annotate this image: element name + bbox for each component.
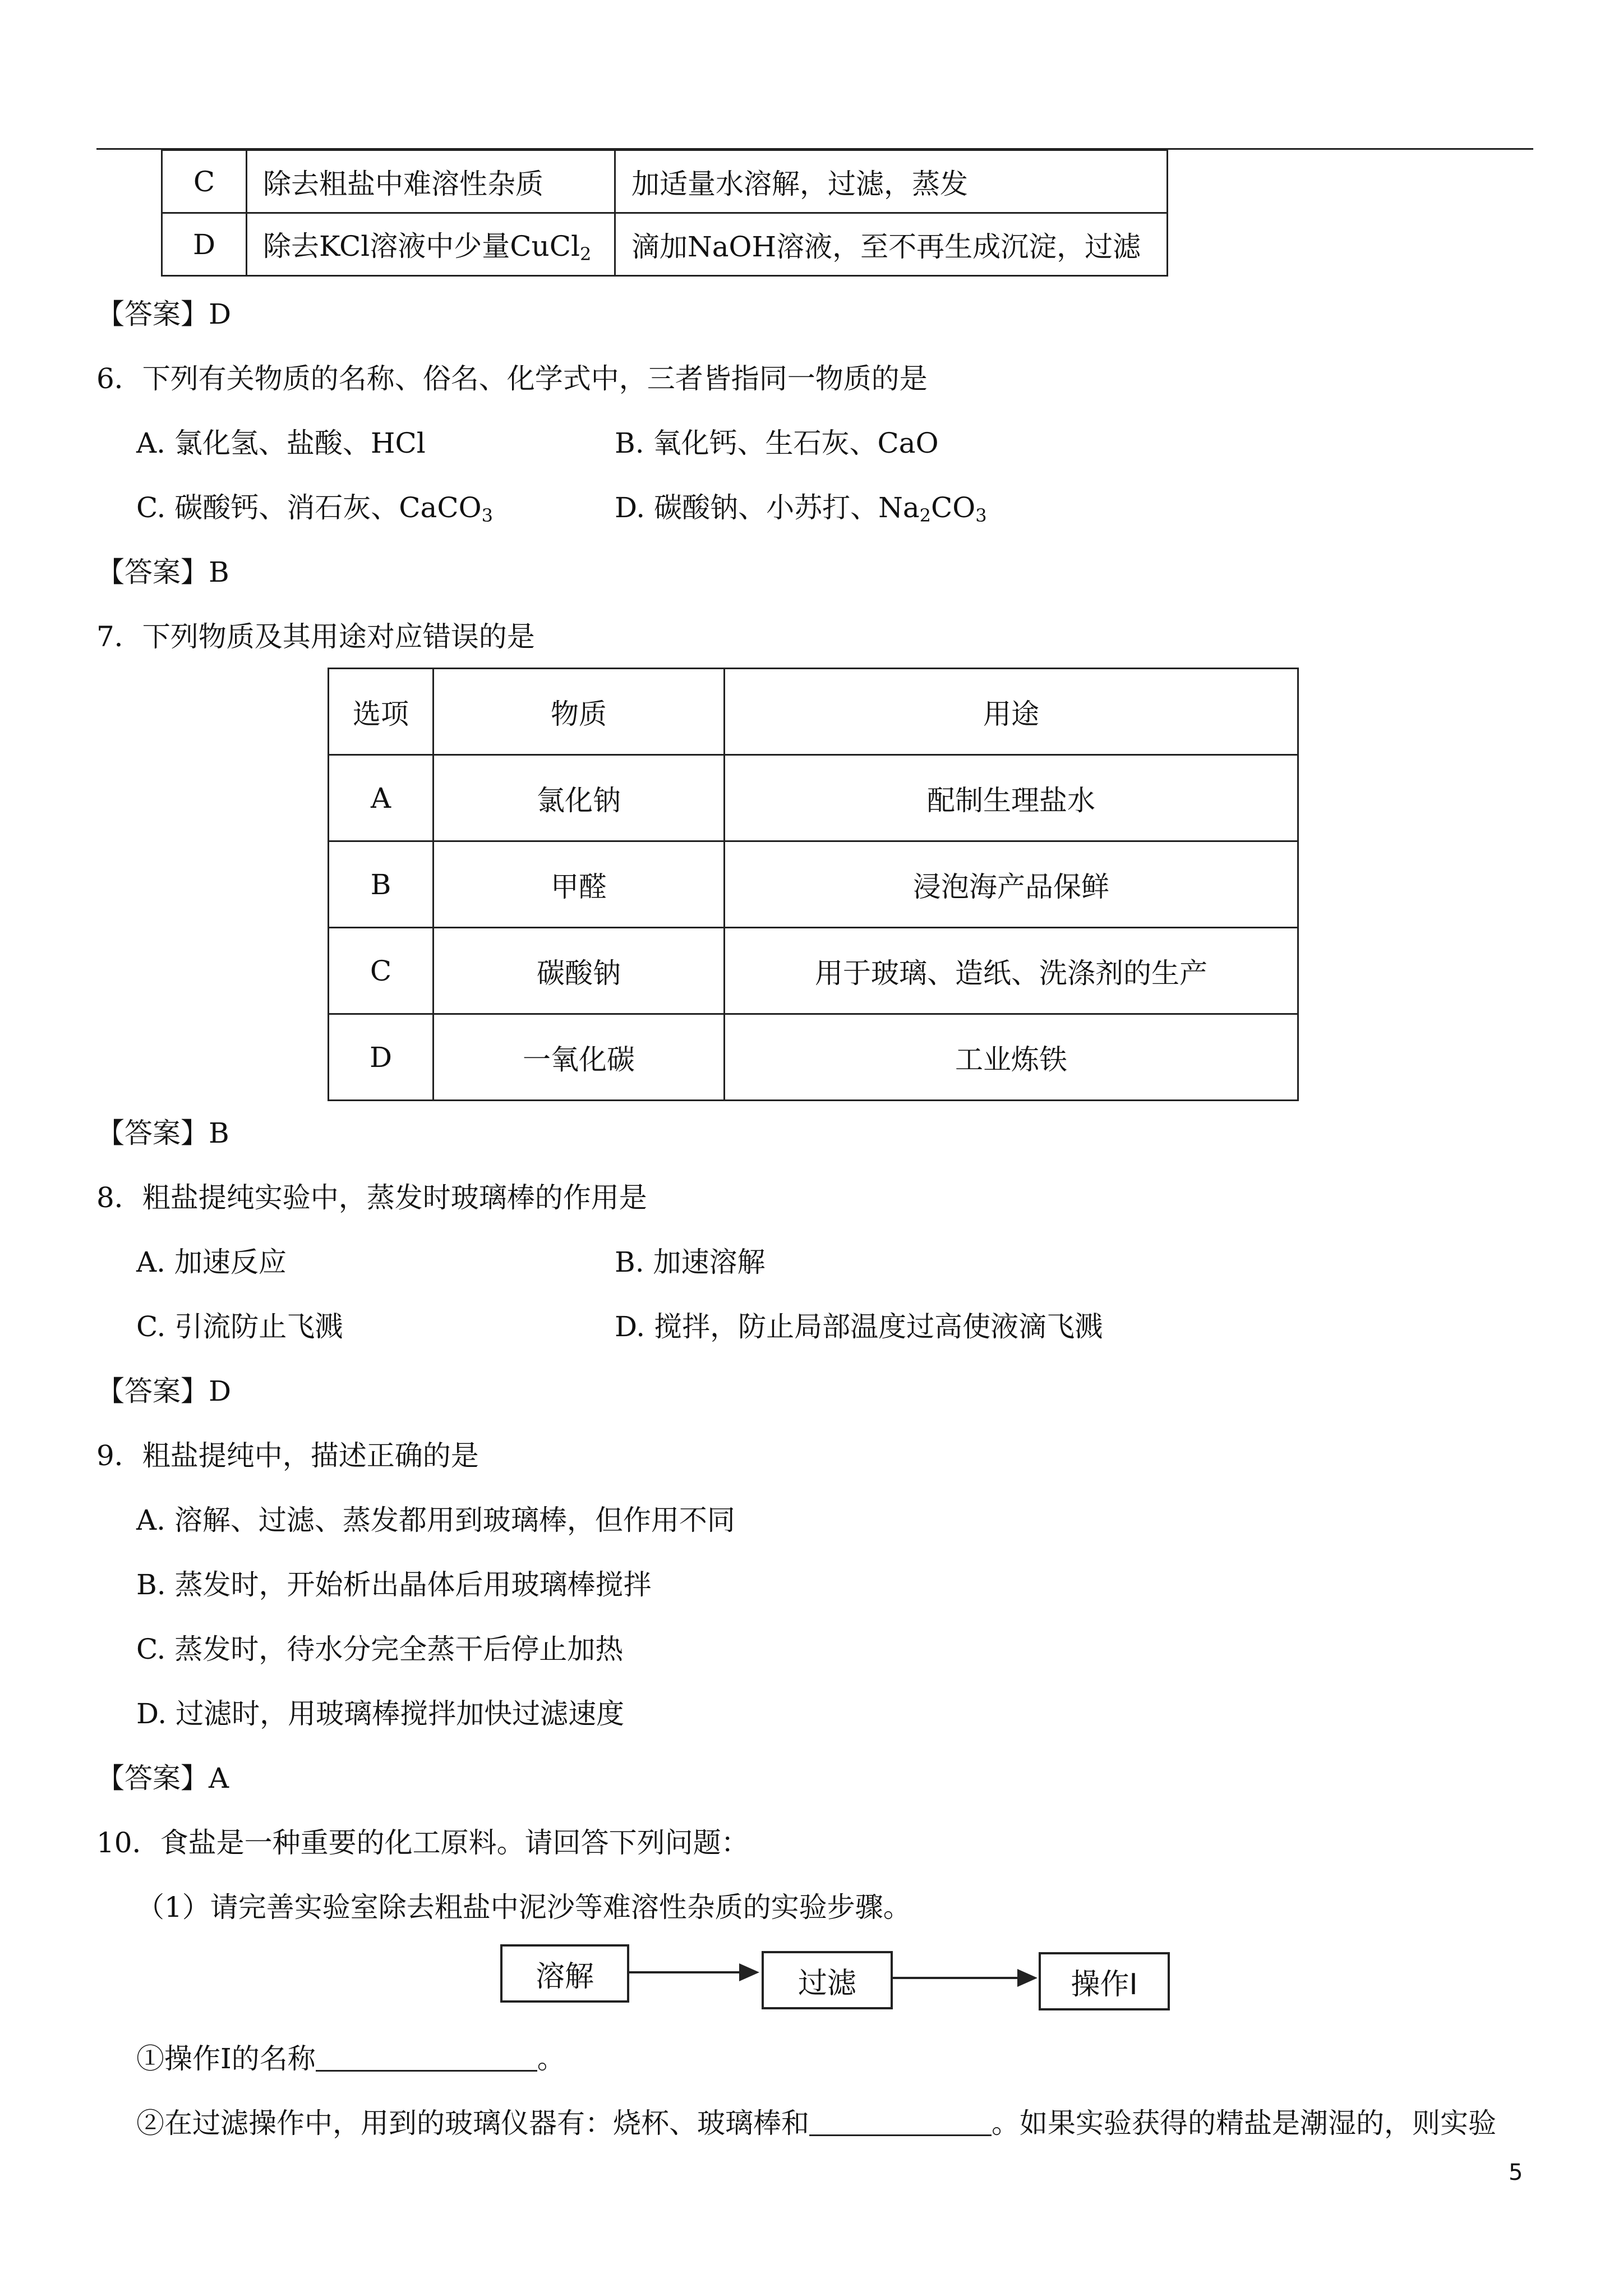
table-row xyxy=(162,213,1168,276)
sub-question: （1）请完善实验室除去粗盐中泥沙等难溶性杂质的实验步骤。 xyxy=(136,1891,911,1924)
question-stem: 7．下列物质及其用途对应错误的是 xyxy=(96,620,535,653)
flow-step-filter: 过滤 xyxy=(762,1951,893,2009)
flow-step-operation: 操作Ⅰ xyxy=(1039,1952,1170,2010)
text: C. 碳酸钙、消石灰、CaCO xyxy=(136,491,482,524)
table-cell: 工业炼铁 xyxy=(725,1014,1298,1101)
header-cell: 选项 xyxy=(329,669,434,755)
text: D. 碳酸钠、小苏打、Na xyxy=(615,491,920,524)
table-row xyxy=(329,1014,1298,1101)
table-cell: 甲醛 xyxy=(434,841,725,928)
table-cell xyxy=(247,213,615,276)
option-a: A. 溶解、过滤、蒸发都用到玻璃棒，但作用不同 xyxy=(136,1504,735,1536)
option-b: B. 加速溶解 xyxy=(615,1246,766,1278)
flow-arrow-line xyxy=(891,1977,1017,1979)
table-cell: A xyxy=(329,755,434,841)
table-row xyxy=(329,841,1298,928)
answer: 【答案】D xyxy=(96,298,232,330)
question-stem: 9．粗盐提纯中，描述正确的是 xyxy=(96,1439,479,1472)
option-d: D. 过滤时，用玻璃棒搅拌加快过滤速度 xyxy=(136,1697,625,1730)
top-table xyxy=(161,149,1168,277)
table-row xyxy=(329,755,1298,841)
table-cell: 浸泡海产品保鲜 xyxy=(725,841,1298,928)
answer: 【答案】D xyxy=(96,1375,232,1407)
table-row xyxy=(329,928,1298,1014)
header-cell: 用途 xyxy=(725,669,1298,755)
answer: 【答案】B xyxy=(96,556,229,588)
option-c: C. 蒸发时，待水分完全蒸干后停止加热 xyxy=(136,1633,624,1665)
option-b: B. 氧化钙、生石灰、CaO xyxy=(615,427,939,459)
table-cell: B xyxy=(329,841,434,928)
text: ①操作Ⅰ的名称 xyxy=(136,2042,316,2075)
option-a: A. 氯化氢、盐酸、HCl xyxy=(136,427,426,459)
table-header-row xyxy=(329,669,1298,755)
subscript: 2 xyxy=(579,243,592,265)
table-cell: D xyxy=(329,1014,434,1101)
question-stem: 10．食盐是一种重要的化工原料。请回答下列问题： xyxy=(96,1826,749,1859)
option-d: D. 搅拌，防止局部温度过高使液滴飞溅 xyxy=(615,1310,1103,1343)
question-stem: 8．粗盐提纯实验中，蒸发时玻璃棒的作用是 xyxy=(96,1181,647,1214)
option-c: C. 引流防止飞溅 xyxy=(136,1310,343,1343)
text: 。 xyxy=(537,2042,565,2075)
text: 除去KCl溶液中少量CuCl xyxy=(263,230,580,263)
option-d xyxy=(615,491,987,532)
text: ②在过滤操作中，用到的玻璃仪器有：烧杯、玻璃棒和 xyxy=(136,2107,809,2139)
table-cell: 一氧化碳 xyxy=(434,1014,725,1101)
page-number: 5 xyxy=(1509,2160,1523,2185)
answer-blank[interactable] xyxy=(316,2043,537,2072)
table-cell: 氯化钠 xyxy=(434,755,725,841)
flow-arrow-line xyxy=(627,1971,739,1973)
arrow-right-icon xyxy=(739,1963,759,1981)
option-c xyxy=(136,491,493,532)
flow-step-dissolve: 溶解 xyxy=(500,1944,629,2003)
usage-table xyxy=(328,668,1299,1101)
subscript: 3 xyxy=(975,505,987,526)
table-cell: C xyxy=(329,928,434,1014)
fill-in-1 xyxy=(136,2042,565,2076)
table-cell: 除去粗盐中难溶性杂质 xyxy=(247,150,615,213)
text: CO xyxy=(931,491,976,524)
answer: 【答案】A xyxy=(96,1762,229,1795)
table-cell: C xyxy=(162,150,247,213)
table-cell: 配制生理盐水 xyxy=(725,755,1298,841)
table-row xyxy=(162,150,1168,213)
answer-blank[interactable] xyxy=(809,2108,992,2136)
text: 。如果实验获得的精盐是潮湿的，则实验 xyxy=(992,2107,1496,2139)
subscript: 3 xyxy=(481,505,493,526)
answer: 【答案】B xyxy=(96,1117,229,1149)
table-cell: D xyxy=(162,213,247,276)
header-cell: 物质 xyxy=(434,669,725,755)
option-b: B. 蒸发时，开始析出晶体后用玻璃棒搅拌 xyxy=(136,1568,652,1601)
table-cell: 碳酸钠 xyxy=(434,928,725,1014)
arrow-right-icon xyxy=(1017,1969,1038,1987)
fill-in-2 xyxy=(136,2106,1496,2140)
table-cell: 滴加NaOH溶液，至不再生成沉淀，过滤 xyxy=(615,213,1168,276)
table-cell: 用于玻璃、造纸、洗涤剂的生产 xyxy=(725,928,1298,1014)
subscript: 2 xyxy=(919,505,932,526)
table-cell: 加适量水溶解，过滤，蒸发 xyxy=(615,150,1168,213)
question-stem: 6．下列有关物质的名称、俗名、化学式中，三者皆指同一物质的是 xyxy=(96,362,928,395)
option-a: A. 加速反应 xyxy=(136,1246,287,1278)
